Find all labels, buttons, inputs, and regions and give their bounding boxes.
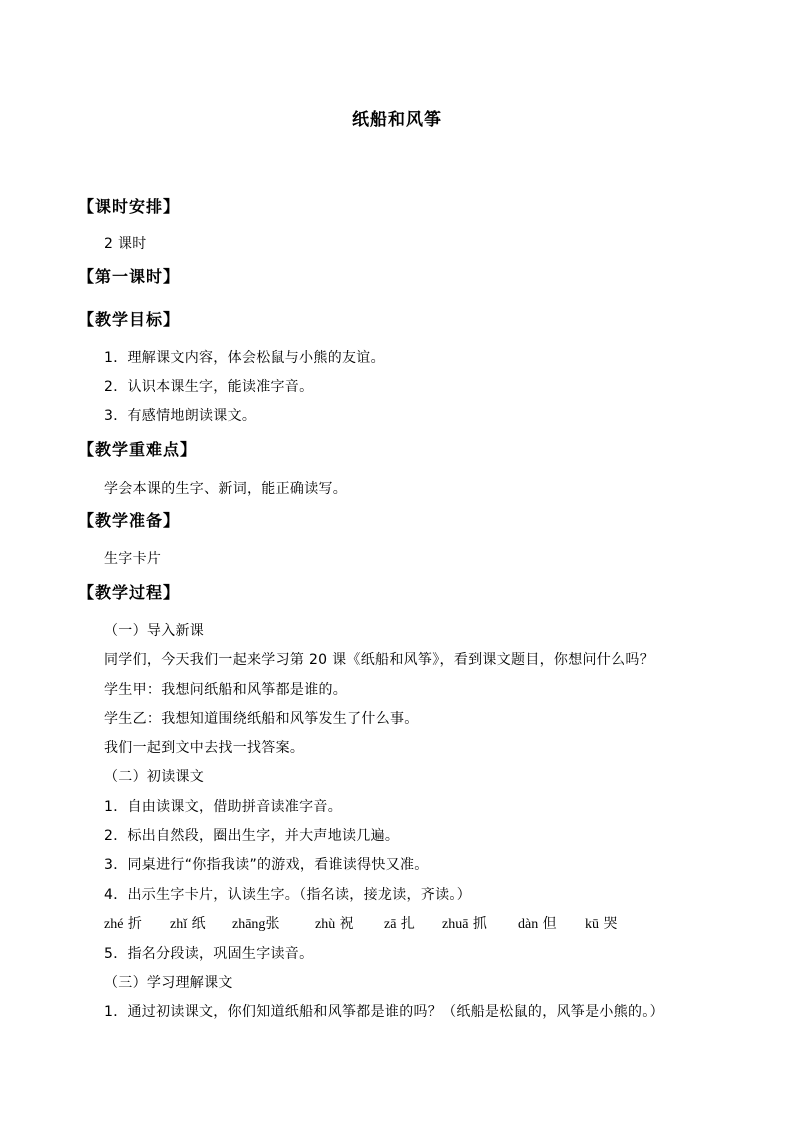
part2-after: 5．指名分段读，巩固生字读音。 bbox=[104, 946, 314, 962]
part2-line: 3．同桌进行“你指我读”的游戏，看谁读得快又准。 bbox=[104, 857, 429, 873]
part1-line: 学生乙：我想知道围绕纸船和风筝发生了什么事。 bbox=[104, 711, 419, 727]
goal-item: 1．理解课文内容，体会松鼠与小熊的友谊。 bbox=[104, 350, 385, 366]
goal-item: 2．认识本课生字，能读准字音。 bbox=[104, 379, 314, 395]
pinyin-item: zhuā 抓 bbox=[442, 916, 487, 932]
pinyin-item: zhāng张 bbox=[232, 916, 280, 932]
part3-line: 1．通过初读课文，你们知道纸船和风筝都是谁的吗？（纸船是松鼠的，风筝是小熊的。） bbox=[104, 1004, 664, 1020]
heading-goals: 【教学目标】 bbox=[78, 310, 181, 329]
pinyin-item: dàn 但 bbox=[518, 916, 557, 932]
document-title: 纸船和风筝 bbox=[352, 110, 442, 130]
heading-prep: 【教学准备】 bbox=[78, 511, 181, 530]
part1-line: 同学们，今天我们一起来学习第 20 课《纸船和风筝》，看到课文题目，你想问什么吗？ bbox=[104, 652, 655, 668]
pinyin-item: zhé 折 bbox=[104, 916, 142, 932]
schedule-text: 2 课时 bbox=[104, 236, 147, 252]
part2-line: 2．标出自然段，圈出生字，并大声地读几遍。 bbox=[104, 828, 400, 844]
part2-line: 1．自由读课文，借助拼音读准字音。 bbox=[104, 799, 343, 815]
prep-text: 生字卡片 bbox=[104, 551, 162, 567]
heading-lesson1: 【第一课时】 bbox=[78, 267, 181, 286]
keypoints-text: 学会本课的生字、新词，能正确读写。 bbox=[104, 481, 348, 497]
heading-keypoints: 【教学重难点】 bbox=[78, 440, 198, 459]
part1-title: （一）导入新课 bbox=[104, 623, 205, 639]
pinyin-item: zā 扎 bbox=[384, 916, 415, 932]
part2-line: 4．出示生字卡片，认读生字。（指名读，接龙读，齐读。） bbox=[104, 887, 472, 903]
part1-line: 我们一起到文中去找一找答案。 bbox=[104, 740, 305, 756]
heading-schedule: 【课时安排】 bbox=[78, 197, 181, 216]
heading-process: 【教学过程】 bbox=[78, 583, 181, 602]
pinyin-item: zhù 祝 bbox=[315, 916, 354, 932]
part1-line: 学生甲：我想问纸船和风筝都是谁的。 bbox=[104, 682, 348, 698]
part2-title: （二）初读课文 bbox=[104, 769, 205, 785]
pinyin-item: zhǐ 纸 bbox=[170, 916, 206, 932]
pinyin-item: kū 哭 bbox=[585, 916, 618, 932]
goal-item: 3．有感情地朗读课文。 bbox=[104, 408, 257, 424]
part3-title: （三）学习理解课文 bbox=[104, 975, 233, 991]
